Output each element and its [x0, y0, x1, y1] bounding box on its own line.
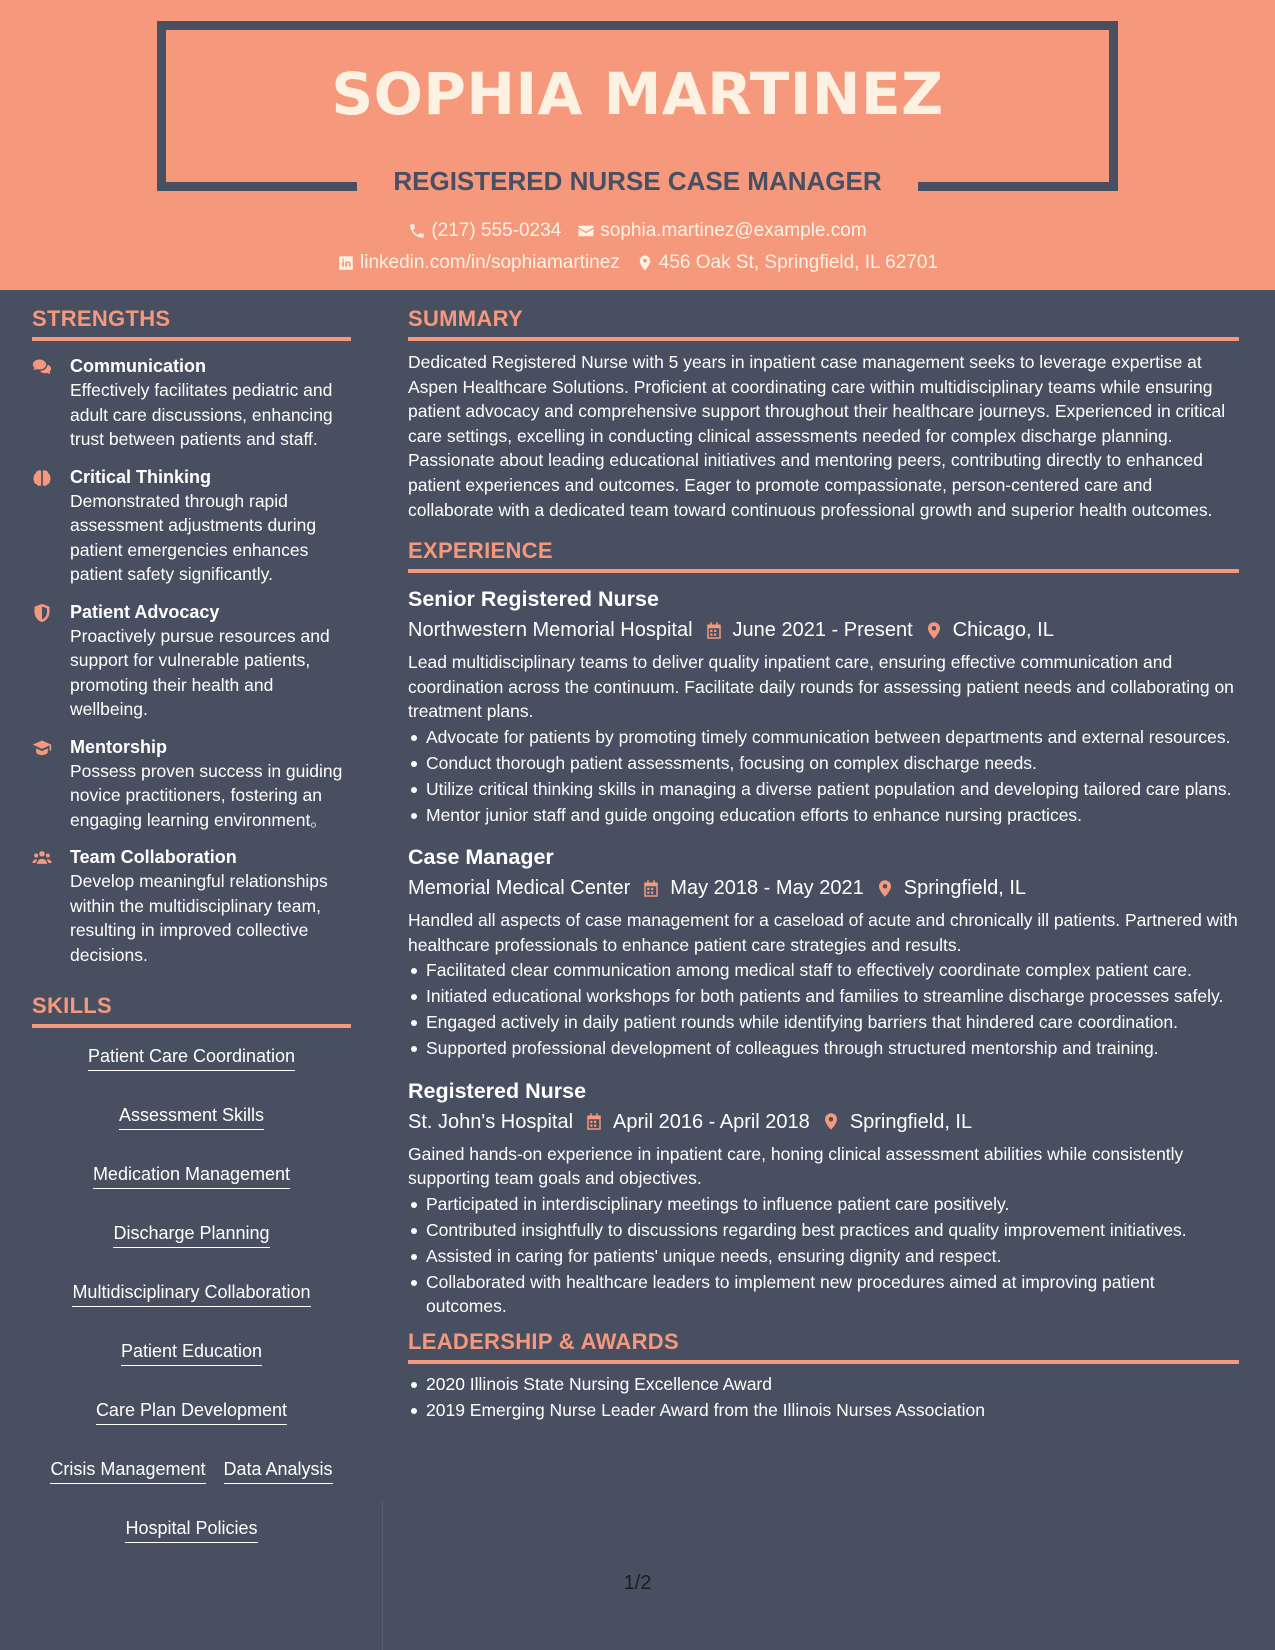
awards-section: [408, 1329, 1239, 1423]
experience-title: EXPERIENCE: [408, 538, 1239, 573]
skill-tag: Care Plan Development: [96, 1398, 287, 1425]
page-number: 1/2: [623, 1572, 652, 1594]
job-location: Springfield, IL: [903, 877, 1027, 900]
contact-row-2: [0, 252, 1275, 274]
contact-address: [636, 252, 938, 274]
job-bullets: [408, 1192, 1239, 1319]
job-title: Case Manager: [408, 845, 554, 870]
candidate-name: SOPHIA MARTINEZ: [331, 60, 944, 128]
phone-text: (217) 555-0234: [431, 220, 562, 241]
job-dates: April 2016 - April 2018: [613, 1110, 810, 1133]
strength-desc: Demonstrated through rapid assessment adjustments during patient emergencies enhances patient safety significantly.: [70, 490, 317, 584]
list-item: Supported professional development of colleagues through structured mentorship and training.: [408, 1036, 1239, 1061]
brain-icon: [32, 468, 52, 488]
strength-item: [32, 354, 351, 452]
job-meta: [408, 615, 1239, 645]
awards-title: LEADERSHIP & AWARDS: [408, 1329, 1239, 1364]
skills-list: [32, 1028, 351, 1543]
list-item: Facilitated clear communication among medical staff to effectively coordinate complex patient care.: [408, 958, 1239, 983]
list-item: Assisted in caring for patients' unique needs, ensuring dignity and respect.: [408, 1244, 1239, 1269]
job-dates: May 2018 - May 2021: [670, 877, 864, 900]
list-item: Contributed insightfully to discussions regarding best practices and quality improvement initiatives.: [408, 1218, 1239, 1243]
summary-text: Dedicated Registered Nurse with 5 years in inpatient case management seeks to leverage expertise at Aspen Healthcare Solutions. Proficient at coordinating care within multidisciplinary teams while ensuring patient advocacy and comprehensive support throughout their healthcare journeys. Experienced in critical care settings, excelling in conducting clinical assessments needed for complex discharge planning. Passionate about leading educational initiatives and mentoring peers, contributing directly to enhanced patient experiences and outcomes. Eager to promote compassionate, person-centered care and collaborate with a dedicated team toward continuous professional growth and superior health outcomes.: [408, 352, 1226, 520]
contact-linkedin[interactable]: [337, 252, 620, 274]
map-marker-icon: [876, 879, 894, 898]
map-marker-icon: [636, 254, 654, 272]
strength-name: Mentorship: [70, 736, 167, 757]
shield-icon: [32, 603, 52, 623]
job-entry: [408, 843, 1239, 1061]
list-item: Initiated educational workshops for both patients and families to streamline discharge processes safely.: [408, 984, 1239, 1009]
list-item: 2020 Illinois State Nursing Excellence Award: [408, 1372, 1239, 1397]
list-item: Mentor junior staff and guide ongoing education efforts to enhance nursing practices.: [408, 803, 1239, 828]
skill-tag: Crisis Management: [50, 1457, 205, 1484]
job-bullets: [408, 958, 1239, 1061]
job-company: St. John's Hospital: [408, 1110, 574, 1133]
skill-tag: Discharge Planning: [113, 1221, 269, 1248]
skill-tag: Data Analysis: [224, 1457, 333, 1484]
linkedin-icon: [337, 254, 355, 272]
list-item: Participated in interdisciplinary meetings to influence patient care positively.: [408, 1192, 1239, 1217]
summary-title: SUMMARY: [408, 306, 1239, 341]
phone-icon: [408, 222, 426, 240]
job-title: Registered Nurse: [408, 1078, 587, 1103]
job-description: Gained hands-on experience in inpatient care, honing clinical assessment abilities while consistently supporting team goals and objectives.: [408, 1143, 1184, 1189]
job-bullets: [408, 725, 1239, 828]
job-description: Lead multidisciplinary teams to deliver quality inpatient care, ensuring effective communication and coordination across the continuum. Facilitate daily rounds for assessing patient needs and collaborating on treatment plans.: [408, 652, 1234, 722]
envelope-icon: [577, 222, 595, 240]
skill-tag: Patient Care Coordination: [88, 1044, 295, 1071]
job-entry: [408, 1077, 1239, 1319]
calendar-icon: [642, 879, 660, 898]
strength-desc: Proactively pursue resources and support for vulnerable patients, promoting their health and wellbeing.: [70, 625, 330, 719]
contact-email[interactable]: [577, 220, 866, 242]
strength-name: Team Collaboration: [70, 847, 237, 867]
skill-tag: Multidisciplinary Collaboration: [72, 1280, 310, 1307]
skill-tag: Patient Education: [121, 1339, 262, 1366]
skill-tag: Assessment Skills: [119, 1103, 264, 1130]
job-description: Handled all aspects of case management for a caseload of acute and chronically ill patients. Partnered with healthcare professionals to enhance patient care strategies and results.: [408, 910, 1238, 955]
skills-title: SKILLS: [32, 993, 351, 1028]
users-icon: [32, 848, 52, 868]
linkedin-text: linkedin.com/in/sophiamartinez: [360, 252, 620, 273]
strengths-title: STRENGTHS: [32, 306, 351, 341]
job-location: Chicago, IL: [952, 619, 1054, 642]
left-column: [32, 306, 351, 1543]
calendar-icon: [705, 621, 723, 640]
right-column: [408, 306, 1239, 1424]
job-company: Memorial Medical Center: [408, 877, 631, 900]
strength-item: [32, 735, 351, 833]
strength-desc: Possess proven success in guiding novice practitioners, fostering an engaging learning environment。: [70, 760, 343, 830]
job-title: Senior Registered Nurse: [408, 587, 659, 612]
awards-list: [408, 1372, 1239, 1423]
job-meta: [408, 873, 1239, 903]
list-item: Advocate for patients by promoting timely communication between departments and external resources.: [408, 725, 1239, 750]
strength-desc: Develop meaningful relationships within the multidisciplinary team, resulting in improved collective decisions.: [70, 871, 328, 965]
list-item: Engaged actively in daily patient rounds while identifying barriers that hindered care coordination.: [408, 1010, 1239, 1035]
comments-icon: [32, 357, 52, 377]
strength-name: Communication: [70, 356, 207, 376]
job-dates: June 2021 - Present: [732, 619, 913, 642]
list-item: Collaborated with healthcare leaders to implement new procedures aimed at improving patient outcomes.: [408, 1270, 1239, 1319]
skill-tag: Hospital Policies: [125, 1516, 257, 1543]
contact-row-1: [0, 220, 1275, 242]
resume-header: [0, 0, 1275, 290]
contact-phone[interactable]: [408, 220, 561, 242]
skills-section: [32, 993, 351, 1543]
strength-item: [32, 465, 351, 587]
email-text: sophia.martinez@example.com: [600, 220, 867, 241]
list-item: Conduct thorough patient assessments, focusing on complex discharge needs.: [408, 751, 1239, 776]
list-item: 2019 Emerging Nurse Leader Award from the Illinois Nurses Association: [408, 1398, 1239, 1423]
strength-name: Patient Advocacy: [70, 601, 220, 622]
job-entry: [408, 585, 1239, 827]
job-location: Springfield, IL: [849, 1110, 973, 1133]
job-company: Northwestern Memorial Hospital: [408, 619, 693, 642]
job-role: REGISTERED NURSE CASE MANAGER: [393, 166, 882, 196]
address-text: 456 Oak St, Springfield, IL 62701: [658, 252, 938, 273]
strength-name: Critical Thinking: [70, 466, 212, 487]
strength-desc: Effectively facilitates pediatric and adult care discussions, enhancing trust between patients and staff.: [70, 380, 333, 449]
job-meta: [408, 1107, 1239, 1137]
strength-item: [32, 845, 351, 967]
strength-item: [32, 600, 351, 722]
map-marker-icon: [822, 1112, 840, 1131]
skill-tag: Medication Management: [93, 1162, 290, 1189]
list-item: Utilize critical thinking skills in managing a diverse patient population and developing tailored care plans.: [408, 777, 1239, 802]
map-marker-icon: [925, 621, 943, 640]
graduation-cap-icon: [32, 738, 52, 758]
calendar-icon: [585, 1112, 603, 1131]
